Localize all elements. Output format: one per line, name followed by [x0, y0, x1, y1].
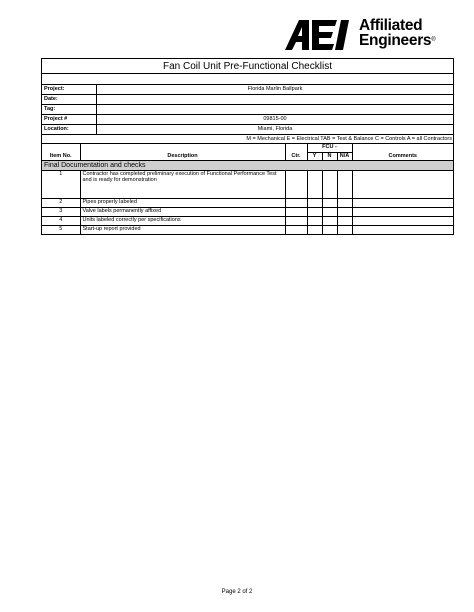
- header-yes: Y: [307, 152, 322, 160]
- no-checkbox-cell[interactable]: [322, 207, 337, 216]
- info-label: Location:: [42, 125, 97, 134]
- header-fcu: FCU -: [307, 144, 352, 152]
- yes-checkbox-cell[interactable]: [307, 170, 322, 198]
- logo-line-2: [359, 33, 435, 48]
- comments-cell[interactable]: [352, 216, 453, 225]
- info-value-location[interactable]: Miami, Florida: [257, 126, 293, 132]
- info-label: Date:: [42, 95, 97, 104]
- logo-line-1: Affiliated: [359, 17, 423, 34]
- comments-cell[interactable]: [352, 225, 453, 234]
- item-description: Valve labels permanently affixed: [80, 207, 285, 216]
- header-na: N/A: [337, 152, 352, 160]
- info-value-project-number[interactable]: 09815-00: [263, 116, 287, 122]
- item-description: Contractor has completed preliminary execution of Functional Performance Test and is ready for demonstration: [80, 170, 285, 198]
- table-row: [42, 198, 453, 207]
- yes-checkbox-cell[interactable]: [307, 216, 322, 225]
- section-title: Final Documentation and checks: [42, 160, 453, 170]
- ctr-cell[interactable]: [285, 170, 307, 198]
- info-label: Tag:: [42, 105, 97, 114]
- spacer-row: [42, 74, 453, 85]
- info-value-project[interactable]: Florida Marlin Ballpark: [247, 86, 303, 92]
- ctr-cell[interactable]: [285, 225, 307, 234]
- comments-cell[interactable]: [352, 198, 453, 207]
- company-logo: [285, 18, 455, 52]
- table-row: [42, 225, 453, 234]
- aei-logo-mark-icon: [285, 20, 355, 50]
- yes-checkbox-cell[interactable]: [307, 225, 322, 234]
- header-no: N: [322, 152, 337, 160]
- table-row: [42, 207, 453, 216]
- comments-cell[interactable]: [352, 207, 453, 216]
- yes-checkbox-cell[interactable]: [307, 198, 322, 207]
- item-description: Units labeled correctly per specifications: [80, 216, 285, 225]
- section-header-row: [42, 160, 453, 170]
- item-number: 1: [42, 170, 80, 198]
- na-checkbox-cell[interactable]: [337, 198, 352, 207]
- no-checkbox-cell[interactable]: [322, 216, 337, 225]
- info-row-date: [42, 95, 453, 105]
- info-label: Project #: [42, 115, 97, 124]
- na-checkbox-cell[interactable]: [337, 170, 352, 198]
- info-row-project: [42, 85, 453, 95]
- item-description: Start-up report provided: [80, 225, 285, 234]
- header-item-no: Item No.: [42, 144, 80, 160]
- form-title: Fan Coil Unit Pre-Functional Checklist: [42, 59, 453, 74]
- checklist-table: [42, 144, 453, 234]
- checklist-form: [41, 58, 454, 235]
- item-number: 4: [42, 216, 80, 225]
- info-label: Project:: [42, 85, 97, 94]
- table-row: [42, 216, 453, 225]
- page-number: Page 2 of 2: [221, 589, 253, 595]
- ctr-cell[interactable]: [285, 216, 307, 225]
- info-value-date[interactable]: [97, 95, 453, 104]
- contractor-legend: M = Mechanical E = Electrical TAB = Test & Balance C = Controls A = all Contractors: [42, 135, 453, 144]
- header-comments: Comments: [352, 144, 453, 160]
- info-row-project-number: [42, 115, 453, 125]
- table-header-row-1: [42, 144, 453, 152]
- item-number: 3: [42, 207, 80, 216]
- item-description: Pipes properly labeled: [80, 198, 285, 207]
- comments-cell[interactable]: [352, 170, 453, 198]
- ctr-cell[interactable]: [285, 198, 307, 207]
- info-row-location: [42, 125, 453, 135]
- no-checkbox-cell[interactable]: [322, 170, 337, 198]
- item-number: 2: [42, 198, 80, 207]
- header-description: Description: [80, 144, 285, 160]
- logo-line-2-text: Engineers: [359, 32, 432, 49]
- yes-checkbox-cell[interactable]: [307, 207, 322, 216]
- info-value-tag[interactable]: [97, 105, 453, 114]
- table-row: [42, 170, 453, 198]
- registered-mark: ®: [431, 37, 436, 43]
- header-ctr: Ctr.: [285, 144, 307, 160]
- logo-wordmark: [359, 18, 435, 48]
- no-checkbox-cell[interactable]: [322, 198, 337, 207]
- na-checkbox-cell[interactable]: [337, 207, 352, 216]
- no-checkbox-cell[interactable]: [322, 225, 337, 234]
- item-number: 5: [42, 225, 80, 234]
- na-checkbox-cell[interactable]: [337, 225, 352, 234]
- na-checkbox-cell[interactable]: [337, 216, 352, 225]
- info-row-tag: [42, 105, 453, 115]
- ctr-cell[interactable]: [285, 207, 307, 216]
